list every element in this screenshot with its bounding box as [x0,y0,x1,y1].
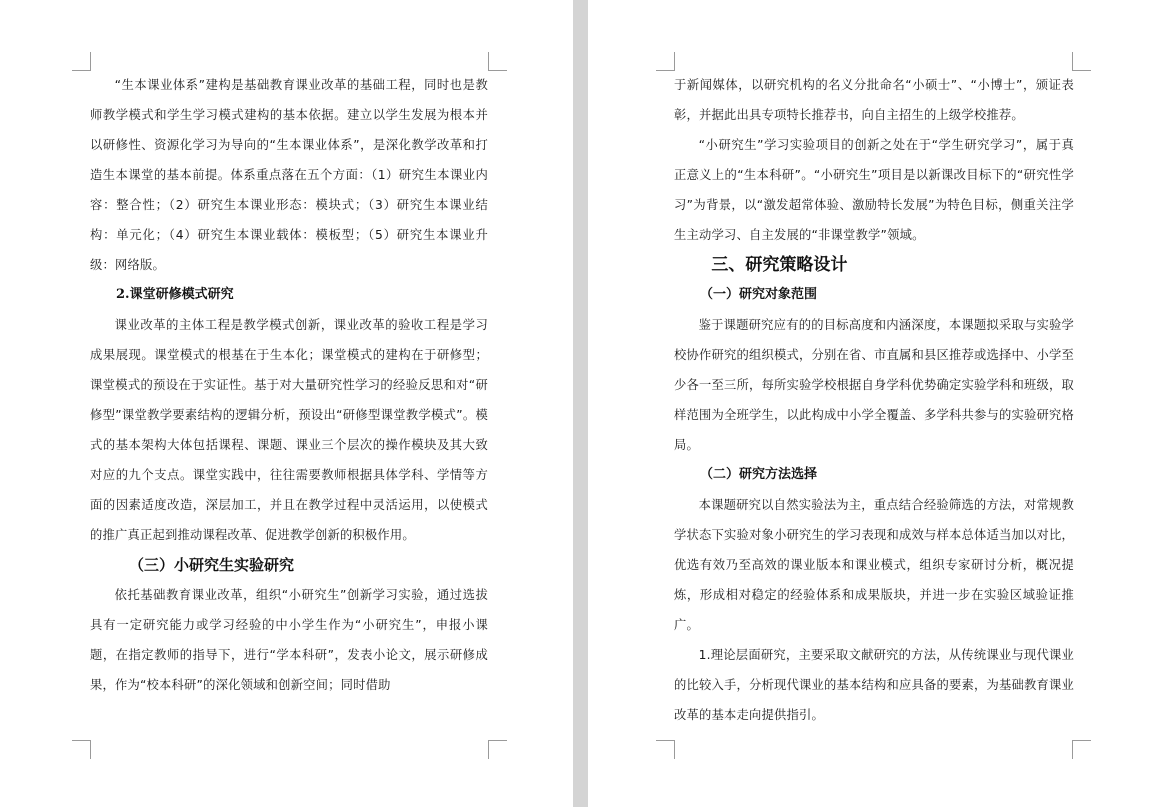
paragraph-small-researcher: 依托基础教育课业改革，组织“小研究生”创新学习实验，通过选拔具有一定研究能力或学习经验的中小学生作为“小研究生”，申报小课题，在指定教师的指导下，进行“学本科研”，发表小论文，展示研修成果，作为“校本科研”的深化领域和创新空间；同时借助 [90,588,488,692]
paragraph-research-scope: 鉴于课题研究应有的的目标高度和内涵深度，本课题拟采取与实验学校协作研究的组织模式，分别在省、市直属和县区推荐或选择中、小学至少各一至三所，每所实验学校根据自身学科优势确定实验学科和班级，取样范围为全班学生，以此构成中小学全覆盖、多学科共参与的实验研究格局。 [674,318,1074,452]
paragraph-curriculum-system: “生本课业体系”建构是基础教育课业改革的基础工程，同时也是教师教学模式和学生学习模式建构的基本依据。建立以学生发展为根本并以研修性、资源化学习为导向的“生本课业体系”，是深化教学改革和打造生本课堂的基本前提。体系重点落在五个方面：（1）研究生本课业内容：整合性；（2）研究生本课业形态：模块式；（3）研究生本课业结构：单元化；（4）研究生本课业载体：模板型；（5）研究生本课业升级：网络版。 [90,78,488,272]
heading-small-researcher: （三）小研究生实验研究 [129,556,295,574]
paragraph-project-innovation: “小研究生”学习实验项目的创新之处在于“学生研究学习”，属于真正意义上的“生本科研”。“小研究生”项目是以新课改目标下的“研究性学习”为背景，以“激发超常体验、激励特长发展”为特色目标，侧重关注学生主动学习、自主发展的“非课堂教学”领域。 [674,138,1074,242]
right-text-column [674,70,1074,730]
paragraph-theory-research: 1.理论层面研究，主要采取文献研究的方法，从传统课业与现代课业的比较入手，分析现代课业的基本结构和应具备的要素，为基础教育课业改革的基本走向提供指引。 [674,648,1074,722]
page-gutter [573,0,588,807]
heading-research-method: （二）研究方法选择 [700,467,818,482]
left-text-column [90,70,488,700]
document-page-left [0,0,573,807]
margin-mark-bottom-right [1072,740,1091,759]
margin-mark-bottom-left [72,740,91,759]
margin-mark-top-right [1072,52,1091,71]
margin-mark-bottom-right [488,740,507,759]
margin-mark-top-left [656,52,675,71]
heading-research-scope: （一）研究对象范围 [700,287,818,302]
document-page-right [588,0,1157,807]
paragraph-classroom-model: 课业改革的主体工程是教学模式创新，课业改革的验收工程是学习成果展现。课堂模式的根基在于生本化；课堂模式的建构在于研修型；课堂模式的预设在于实证性。基于对大量研究性学习的经验反思和对“研修型”课堂教学要素结构的逻辑分析，预设出“研修型课堂教学模式”。模式的基本架构大体包括课程、课题、课业三个层次的操作模块及其大致对应的九个支点。课堂实践中，往往需要教师根据具体学科、学情等方面的因素适度改造，深层加工，并且在教学过程中灵活运用，以使模式的推广真正起到推动课程改革、促进教学创新的积极作用。 [90,318,488,542]
heading-classroom-model: 2.课堂研修模式研究 [116,287,234,302]
margin-mark-bottom-left [656,740,675,759]
paragraph-research-method: 本课题研究以自然实验法为主，重点结合经验筛选的方法，对常规教学状态下实验对象小研究生的学习表现和成效与样本总体适当加以对比，优选有效乃至高效的课业版本和课业模式，组织专家研讨分析，概况提炼，形成相对稳定的经验体系和成果版块，并进一步在实验区域验证推广。 [674,498,1074,632]
margin-mark-top-left [72,52,91,71]
heading-research-strategy: 三、研究策略设计 [711,255,848,275]
paragraph-media-naming: 于新闻媒体，以研究机构的名义分批命名“小硕士”、“小博士”，颁证表彰，并据此出具专项特长推荐书，向自主招生的上级学校推荐。 [674,78,1074,122]
margin-mark-top-right [488,52,507,71]
